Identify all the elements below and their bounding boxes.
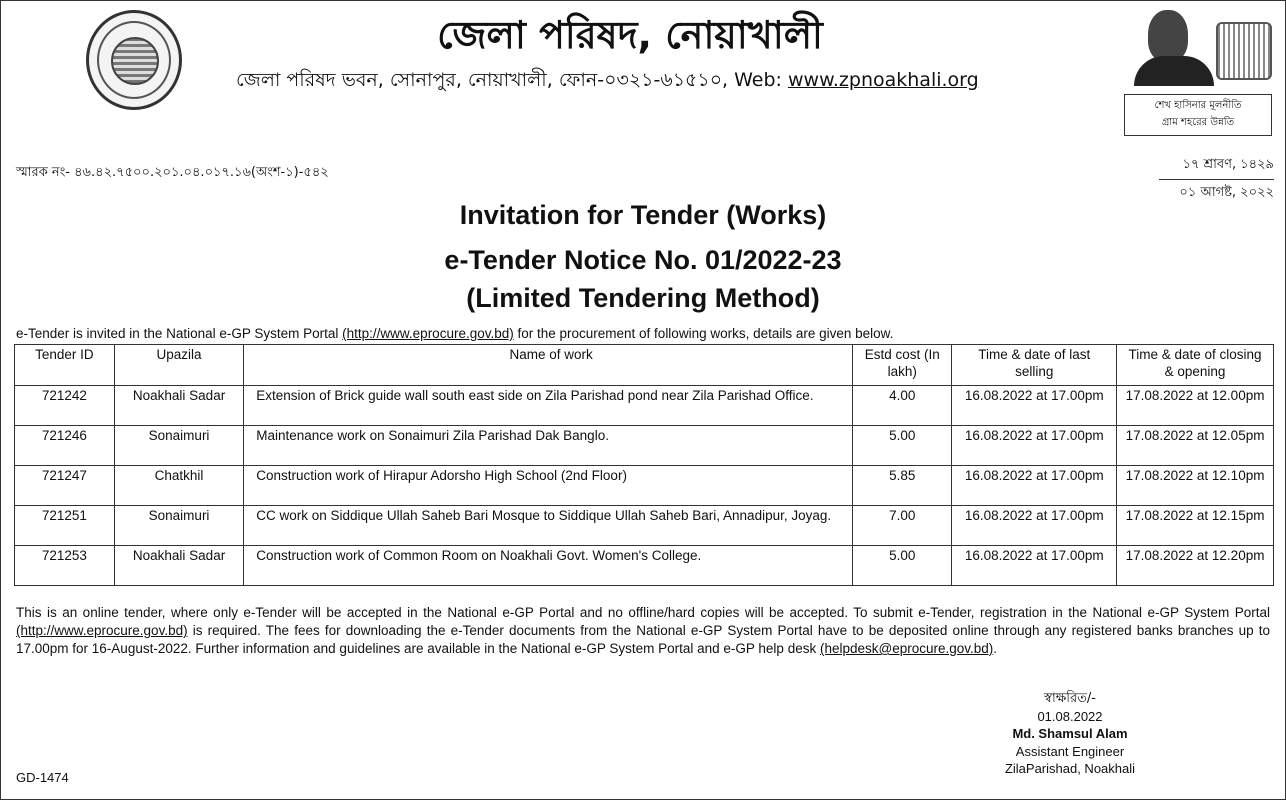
notice-number: e-Tender Notice No. 01/2022-23 — [444, 245, 842, 275]
cell-last-selling: 16.08.2022 at 17.00pm — [952, 466, 1117, 506]
portrait-caption — [1124, 94, 1272, 136]
cell-estd-cost: 4.00 — [853, 386, 952, 426]
seal-emblem — [111, 37, 159, 85]
cell-estd-cost: 5.00 — [853, 546, 952, 586]
header-last-selling: Time & date of last selling — [952, 345, 1117, 386]
instructions-part-1: This is an online tender, where only e-Tender will be accepted in the National e-GP Portal and no offline/hard copies will be accepted. To submit e-Tender, registration in the National e-GP System Portal — [16, 605, 1270, 620]
cell-estd-cost: 7.00 — [853, 506, 952, 546]
memo-reference: স্মারক নং- ৪৬.৪২.৭৫০০.২০১.০৪.০১৭.১৬(অংশ-১)-৫৪২ — [16, 165, 329, 180]
cell-last-selling: 16.08.2022 at 17.00pm — [952, 546, 1117, 586]
portrait-head — [1148, 10, 1188, 62]
cell-tender-id: 721251 — [15, 506, 115, 546]
intro-text — [16, 326, 893, 341]
cell-upazila: Chatkhil — [114, 466, 243, 506]
table-row — [15, 506, 1274, 546]
header-name-of-work: Name of work — [244, 345, 853, 386]
header-closing-opening: Time & date of closing & opening — [1117, 345, 1274, 386]
cell-last-selling: 16.08.2022 at 17.00pm — [952, 386, 1117, 426]
cell-estd-cost: 5.85 — [853, 466, 952, 506]
cell-name-of-work: CC work on Siddique Ullah Saheb Bari Mosque to Siddique Ullah Saheb Bari, Annadipur, Joyag. — [244, 506, 853, 546]
signatory-name: Md. Shamsul Alam — [1012, 726, 1128, 741]
helpdesk-email-link[interactable]: (helpdesk@eprocure.gov.bd) — [819, 641, 994, 656]
cell-upazila: Noakhali Sadar — [114, 386, 243, 426]
signatory-designation: Assistant Engineer — [1015, 743, 1125, 759]
organization-title: জেলা পরিষদ, নোয়াখালী — [437, 13, 823, 57]
intro-after: for the procurement of following works, details are given below. — [513, 326, 894, 341]
signature-block — [900, 690, 1240, 778]
table-header-row — [15, 345, 1274, 386]
cell-upazila: Sonaimuri — [114, 426, 243, 466]
portrait-body — [1134, 56, 1214, 86]
signed-mark: স্বাক্ষরিত/- — [1044, 691, 1096, 706]
intro-before: e-Tender is invited in the National e-GP System Portal — [16, 326, 343, 341]
egp-portal-link-2[interactable]: (http://www.eprocure.gov.bd) — [16, 623, 188, 638]
header-estd-cost: Estd cost (In lakh) — [853, 345, 952, 386]
cell-name-of-work: Extension of Brick guide wall south east side on Zila Parishad pond near Zila Parishad Office. — [244, 386, 853, 426]
cell-tender-id: 721247 — [15, 466, 115, 506]
cell-upazila: Noakhali Sadar — [114, 546, 243, 586]
caption-line-1: শেখ হাসিনার মূলনীতি — [1154, 100, 1242, 111]
header-tender-id: Tender ID — [15, 345, 115, 386]
cell-closing-opening: 17.08.2022 at 12.10pm — [1117, 466, 1274, 506]
cell-closing-opening: 17.08.2022 at 12.05pm — [1117, 426, 1274, 466]
table-row — [15, 466, 1274, 506]
cell-tender-id: 721246 — [15, 426, 115, 466]
website-link[interactable]: www.zpnoakhali.org — [788, 69, 979, 91]
cell-estd-cost: 5.00 — [853, 426, 952, 466]
header-upazila: Upazila — [114, 345, 243, 386]
cell-last-selling: 16.08.2022 at 17.00pm — [952, 426, 1117, 466]
date-english: ০১ আগষ্ট, ২০২২ — [1179, 185, 1274, 200]
notice-title: Invitation for Tender (Works) — [459, 200, 827, 230]
cell-upazila: Sonaimuri — [114, 506, 243, 546]
instructions-part-2: is required. The fees for downloading the e-Tender documents from the National e-GP System Portal have to be deposited online through any registered banks branches up to 17.00pm for 16-August-2022. Further information and guidelines are available in the National e-GP System Portal and e-GP help desk — [16, 623, 1270, 656]
egp-portal-link[interactable]: (http://www.eprocure.gov.bd) — [342, 326, 514, 341]
caption-line-2: গ্রাম শহরের উন্নতি — [1161, 117, 1235, 128]
zila-parishad-seal-logo — [86, 10, 182, 110]
table-row — [15, 426, 1274, 466]
tender-table — [14, 344, 1274, 586]
cell-tender-id: 721242 — [15, 386, 115, 426]
cell-tender-id: 721253 — [15, 546, 115, 586]
date-bangla: ১৭ শ্রাবণ, ১৪২৯ — [1159, 152, 1274, 180]
date-block — [1159, 152, 1274, 207]
cell-closing-opening: 17.08.2022 at 12.20pm — [1117, 546, 1274, 586]
address-text: জেলা পরিষদ ভবন, সোনাপুর, নোয়াখালী, ফোন-০৩২১-৬১৫১০, Web: — [236, 69, 788, 91]
tendering-method: (Limited Tendering Method) — [466, 283, 820, 313]
cell-closing-opening: 17.08.2022 at 12.15pm — [1117, 506, 1274, 546]
cell-last-selling: 16.08.2022 at 17.00pm — [952, 506, 1117, 546]
portrait-image — [1120, 6, 1276, 86]
instructions-paragraph — [16, 604, 1270, 658]
table-row — [15, 386, 1274, 426]
centenary-logo — [1216, 22, 1272, 80]
organization-address — [236, 66, 979, 98]
signature-date: 01.08.2022 — [1037, 708, 1103, 724]
instructions-part-3: . — [993, 641, 998, 656]
cell-name-of-work: Maintenance work on Sonaimuri Zila Parishad Dak Banglo. — [244, 426, 853, 466]
cell-name-of-work: Construction work of Common Room on Noakhali Govt. Women's College. — [244, 546, 853, 586]
cell-name-of-work: Construction work of Hirapur Adorsho High School (2nd Floor) — [244, 466, 853, 506]
table-row — [15, 546, 1274, 586]
portrait-block — [1120, 6, 1276, 128]
cell-closing-opening: 17.08.2022 at 12.00pm — [1117, 386, 1274, 426]
gd-code: GD-1474 — [16, 770, 69, 785]
signatory-office: ZilaParishad, Noakhali — [1004, 761, 1136, 776]
